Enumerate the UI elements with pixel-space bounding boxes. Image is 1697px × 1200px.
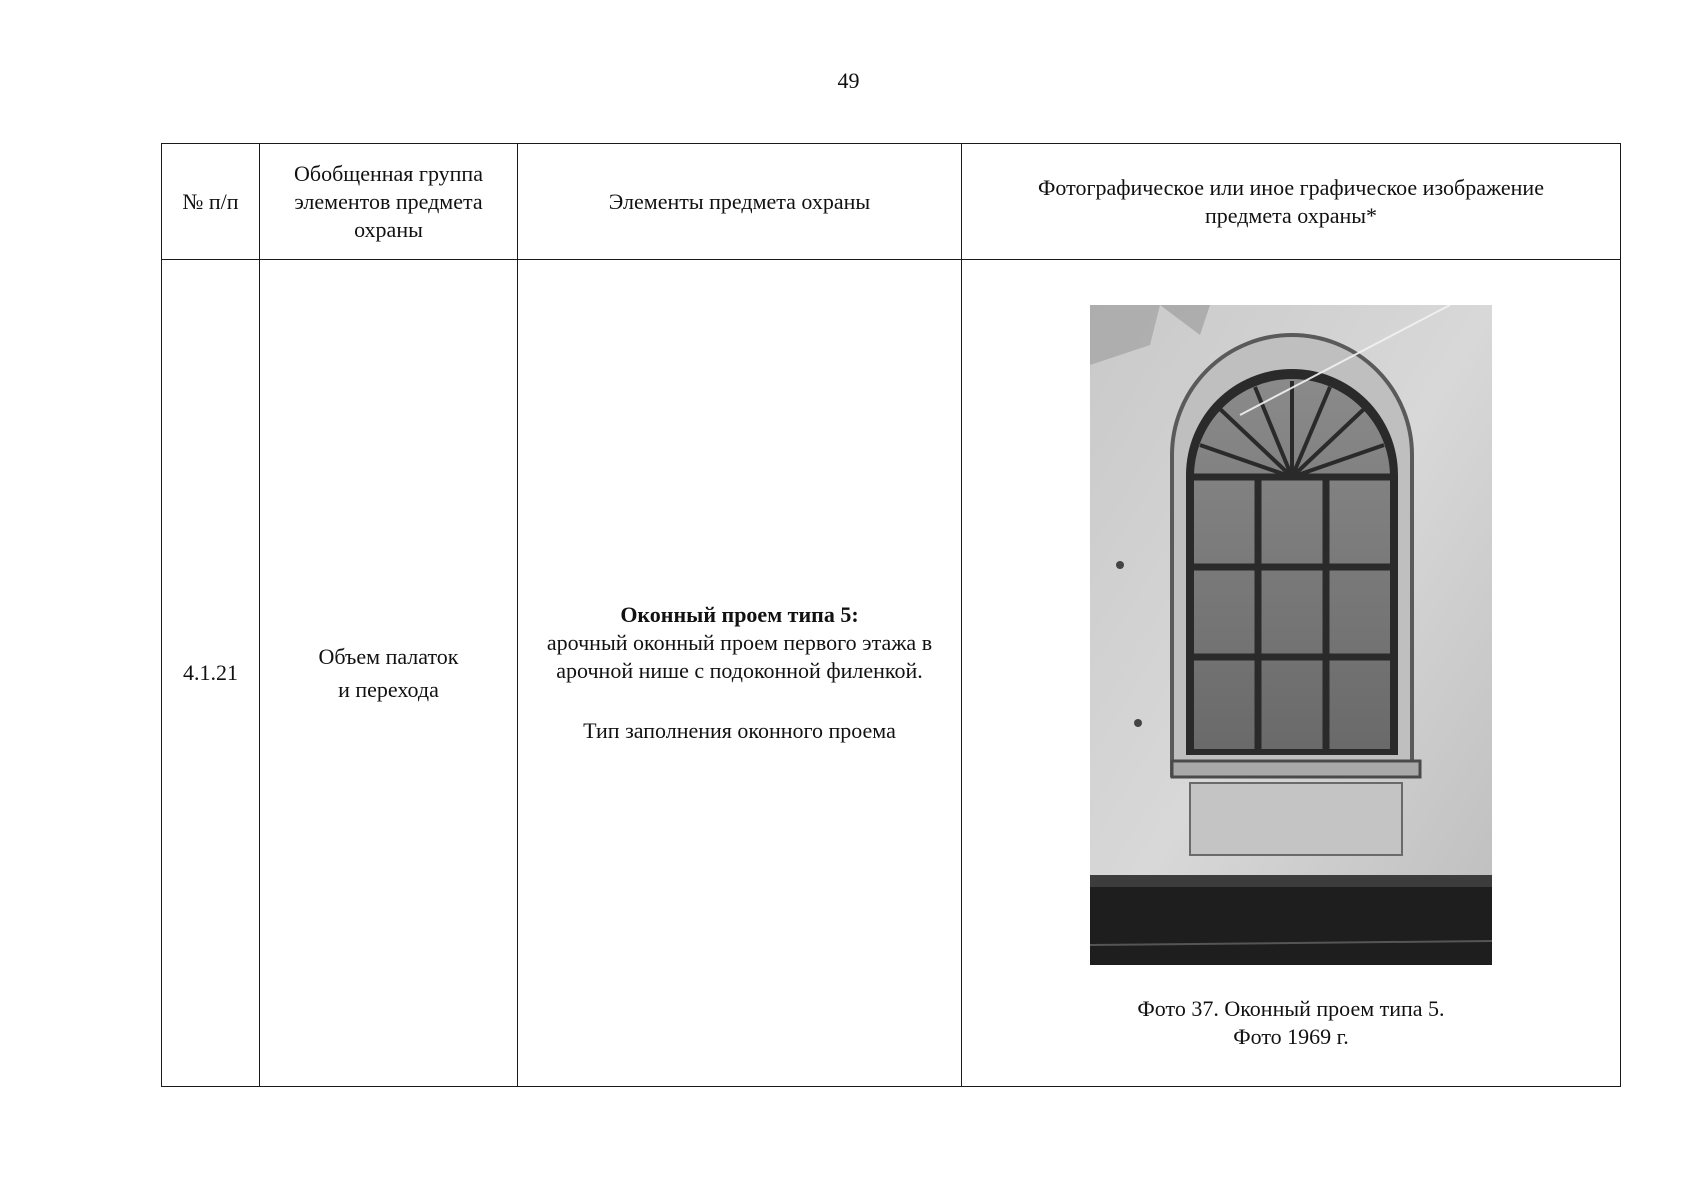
header-group: Обобщенная группа элементов предмета охраны bbox=[260, 144, 518, 260]
photo-caption-line-1: Фото 37. Оконный проем типа 5. bbox=[1137, 996, 1445, 1021]
page-number: 49 bbox=[837, 68, 860, 93]
element-title: Оконный проем типа 5: bbox=[620, 602, 859, 627]
row-group bbox=[260, 260, 518, 1087]
protection-table bbox=[161, 143, 1621, 1087]
table-row bbox=[162, 260, 1621, 1087]
header-num: № п/п bbox=[162, 144, 260, 260]
row-elements bbox=[518, 260, 962, 1087]
group-line-2: и перехода bbox=[338, 677, 439, 702]
row-num: 4.1.21 bbox=[162, 260, 260, 1087]
photo-caption bbox=[1137, 995, 1444, 1051]
table-header-row bbox=[162, 144, 1621, 260]
photo-caption-line-2: Фото 1969 г. bbox=[1233, 1024, 1349, 1049]
group-line-1: Объем палаток bbox=[318, 644, 459, 669]
header-photo: Фотографическое или иное графическое изображение предмета охраны* bbox=[962, 144, 1621, 260]
element-fill-type: Тип заполнения оконного проема bbox=[583, 718, 896, 743]
row-photo bbox=[962, 260, 1621, 1087]
element-description: арочный оконный проем первого этажа в арочной нише с подоконной филенкой. bbox=[546, 630, 933, 683]
arched-window-photo bbox=[1090, 305, 1492, 965]
header-elements: Элементы предмета охраны bbox=[518, 144, 962, 260]
